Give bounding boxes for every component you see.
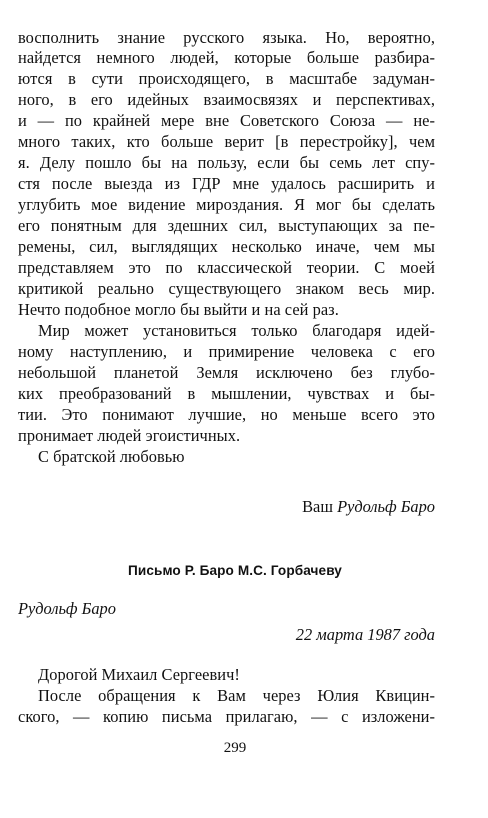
- body-line: его понятным для здешних сил, выступающих за пе-: [18, 216, 435, 235]
- body-line: ких преобразований в мышлении, чувствах и бы-: [18, 384, 435, 403]
- body-line: найдется немного людей, которые больше разбира-: [18, 48, 435, 67]
- letter-line: ского, — копию письма прилагаю, — с изложени-: [18, 707, 435, 726]
- page-number: 299: [223, 740, 247, 756]
- letter-date: 22 марта 1987 года: [295, 625, 435, 644]
- body-line: углубить мое видение мироздания. Я мог бы сделать: [18, 195, 435, 214]
- body-line: и — по крайней мере вне Советского Союза — не-: [18, 111, 435, 130]
- body-line: Нечто подобное могло бы выйти и на сей раз.: [18, 300, 339, 319]
- body-line: много таких, кто больше верит [в перестройку], чем: [18, 132, 435, 151]
- body-line: тии. Это понимают лучшие, но меньше всего это: [18, 405, 435, 424]
- body-line: критикой реально существующего знаком весь мир.: [18, 279, 435, 298]
- body-line: я. Делу пошло бы на пользу, если бы семь лет спу-: [18, 153, 435, 172]
- body-line: ремены, сил, выглядящих несколько иначе, чем мы: [18, 237, 435, 256]
- body-line: восполнить знание русского языка. Но, вероятно,: [18, 28, 435, 47]
- body-line: представляем это по классической теории. С моей: [18, 258, 435, 277]
- body-line: стя после выезда из ГДР мне удалось расширить и: [18, 174, 435, 193]
- closing-line: С братской любовью: [38, 447, 185, 466]
- letter-heading: Письмо Р. Баро М.С. Горбачеву: [128, 563, 342, 578]
- letter-greeting: Дорогой Михаил Сергеевич!: [38, 665, 240, 684]
- body-line: Мир может установиться только благодаря идей-: [38, 321, 435, 340]
- letter-author: Рудольф Баро: [18, 599, 116, 618]
- letter-line: После обращения к Вам через Юлия Квицин-: [38, 686, 435, 705]
- body-line: ного, в его идейных взаимосвязях и перспективах,: [18, 90, 435, 109]
- signature-prefix: Ваш: [302, 497, 333, 516]
- signature-name: Рудольф Баро: [337, 497, 435, 516]
- body-line: ному наступлению, и примирение человека с его: [18, 342, 435, 361]
- body-line: ются в сути происходящего, в масштабе задуман-: [18, 69, 435, 88]
- body-line: небольшой планетой Земля исключено без глубо-: [18, 363, 435, 382]
- signature: [302, 497, 435, 517]
- body-line: пронимает людей эгоистичных.: [18, 426, 241, 445]
